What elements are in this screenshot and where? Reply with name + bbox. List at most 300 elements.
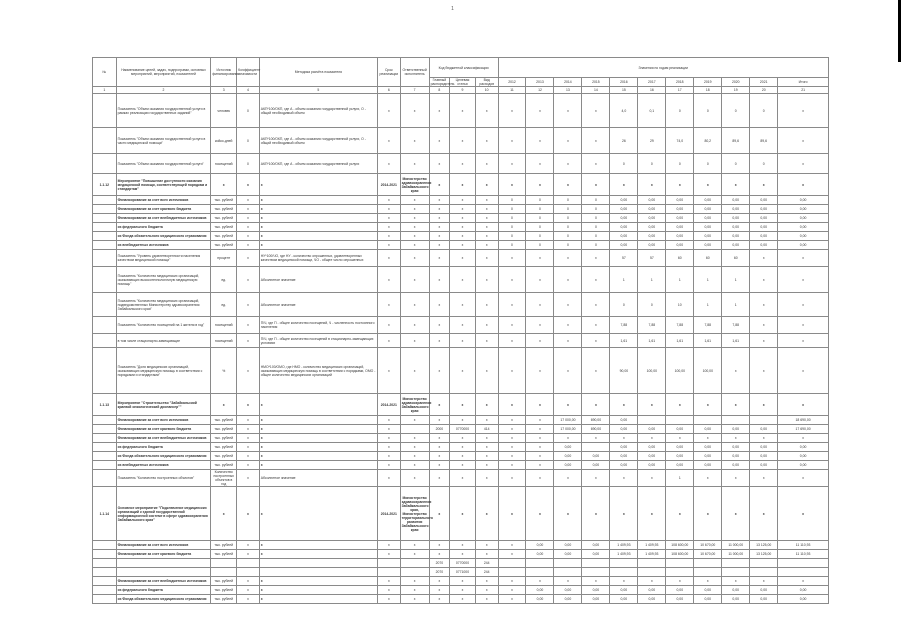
table-cell: 0,00	[638, 461, 666, 470]
financing-row	[93, 241, 829, 250]
table-cell: посещений	[211, 317, 237, 334]
header-cell: 2015	[582, 78, 610, 87]
table-cell	[722, 559, 750, 568]
table-cell: 0,00	[750, 205, 778, 214]
table-cell: x	[694, 434, 722, 443]
table-cell: x	[498, 267, 526, 293]
table-cell: x	[450, 550, 476, 559]
table-cell: 0	[237, 94, 260, 128]
table-cell: 0,00	[778, 205, 829, 214]
table-cell: 0,00	[666, 223, 694, 232]
table-cell: ед.	[211, 293, 237, 317]
table-cell: x	[259, 425, 377, 434]
column-number-cell: 1	[93, 87, 117, 94]
table-cell: x	[778, 154, 829, 174]
table-cell: 0,00	[526, 586, 554, 595]
table-cell: x	[526, 348, 554, 394]
table-cell: x	[429, 541, 449, 550]
indicator-row	[93, 128, 829, 154]
table-cell: Министерство здравоохранения Забайкальского края	[400, 394, 429, 416]
table-cell: x	[450, 434, 476, 443]
financing-row	[93, 595, 829, 604]
table-cell	[582, 559, 610, 568]
table-cell: x	[475, 470, 498, 487]
table-cell: x	[610, 577, 638, 586]
table-cell	[666, 568, 694, 577]
table-cell: x	[259, 577, 377, 586]
table-cell: x	[259, 461, 377, 470]
header-cell: Значения по годам реализации	[498, 58, 829, 78]
table-cell: посещений	[211, 334, 237, 348]
header-cell: Источник финансирования	[211, 58, 237, 87]
table-cell: x	[475, 196, 498, 205]
table-cell: x	[450, 586, 476, 595]
table-cell: x	[526, 487, 554, 541]
table-cell: x	[259, 394, 377, 416]
table-cell: x	[582, 577, 610, 586]
table-cell	[93, 293, 117, 317]
table-cell: Показатель "Доля медицинских организаций, оказывающих медицинскую помощь в соответствии с порядками и стандартами"	[116, 348, 211, 394]
table-cell: 0	[582, 232, 610, 241]
table-cell: 0,00	[722, 232, 750, 241]
table-cell	[93, 461, 117, 470]
table-cell: НУ*100/ЧО, где НУ - количество опрошенных, удовлетворенных качеством медицинской помощи, ЧО - общее число опрошенных	[259, 250, 377, 267]
table-cell: x	[638, 470, 666, 487]
table-cell: x	[498, 434, 526, 443]
header-cell: Наименование целей, задач, подпрограмм, основных мероприятий, мероприятий, показателей	[116, 58, 211, 87]
table-cell: x	[450, 394, 476, 416]
table-cell: 29	[638, 128, 666, 154]
table-cell: тыс. рублей	[211, 443, 237, 452]
table-cell: x	[582, 154, 610, 174]
table-cell: x	[429, 196, 449, 205]
table-cell: 0,00	[610, 223, 638, 232]
table-cell: 0,00	[554, 595, 582, 604]
header-cell: 2021	[750, 78, 778, 87]
table-cell: x	[526, 154, 554, 174]
table-cell: x	[526, 577, 554, 586]
table-cell: x	[498, 425, 526, 434]
table-cell: x	[378, 541, 401, 550]
table-cell: x	[378, 416, 401, 425]
table-cell: Показатель "Уровень удовлетворенности населения качеством медицинской помощи"	[116, 250, 211, 267]
table-cell: x	[722, 394, 750, 416]
table-cell: x	[378, 434, 401, 443]
table-cell: 18 690,00	[778, 416, 829, 425]
financing-row	[93, 452, 829, 461]
table-cell	[610, 559, 638, 568]
header-cell: Срок реализации	[378, 58, 401, 87]
table-cell: 0	[498, 214, 526, 223]
table-cell: x	[400, 348, 429, 394]
table-cell: Основное мероприятие "Подключение медицинских организаций к единой государственной информационной системе в сфере здравоохранения Забайкальского края"	[116, 487, 211, 541]
table-cell: Абсолютное значение	[259, 267, 377, 293]
table-cell: 0,00	[722, 443, 750, 452]
table-cell: x	[475, 293, 498, 317]
table-cell: %	[211, 348, 237, 394]
table-cell: x	[638, 577, 666, 586]
table-cell: 1,61	[694, 334, 722, 348]
table-cell: 0	[526, 232, 554, 241]
table-cell: тыс. рублей	[211, 541, 237, 550]
table-cell: x	[554, 267, 582, 293]
table-cell: Финансирование за счет внебюджетных источников	[116, 434, 211, 443]
table-cell: 2014-2021	[378, 174, 401, 196]
table-cell: x	[237, 174, 260, 196]
table-cell: x	[237, 250, 260, 267]
financing-row	[93, 577, 829, 586]
table-cell: x	[237, 452, 260, 461]
table-cell: 13 125,00	[750, 550, 778, 559]
table-cell: x	[429, 267, 449, 293]
table-cell: x	[211, 487, 237, 541]
table-cell: 0	[554, 205, 582, 214]
table-cell: x	[475, 205, 498, 214]
table-cell: 0,00	[526, 595, 554, 604]
table-cell	[694, 416, 722, 425]
table-cell: x	[429, 434, 449, 443]
table-cell: x	[400, 586, 429, 595]
table-cell: x	[237, 541, 260, 550]
table-cell: x	[526, 452, 554, 461]
table-cell: 0	[582, 205, 610, 214]
table-cell: 89,6	[750, 128, 778, 154]
column-number-cell: 20	[750, 87, 778, 94]
table-cell: x	[378, 232, 401, 241]
table-cell: 57	[610, 250, 638, 267]
table-cell: x	[378, 595, 401, 604]
table-cell: x	[610, 434, 638, 443]
table-cell: 57	[638, 250, 666, 267]
table-cell: 414	[475, 425, 498, 434]
table-cell: 60	[666, 250, 694, 267]
table-cell: 0,00	[722, 595, 750, 604]
table-cell: x	[694, 394, 722, 416]
table-cell: x	[429, 250, 449, 267]
table-cell	[93, 223, 117, 232]
table-cell	[93, 128, 117, 154]
table-cell: посещений	[211, 154, 237, 174]
table-cell	[93, 267, 117, 293]
table-cell: x	[378, 425, 401, 434]
table-cell: x	[237, 317, 260, 334]
table-cell: x	[498, 487, 526, 541]
table-cell	[259, 568, 377, 577]
table-cell: x	[498, 250, 526, 267]
page-edge-mark	[898, 0, 901, 62]
table-cell: 0,00	[750, 232, 778, 241]
table-cell: Показатель "Количество посещений на 1 жителя в год"	[116, 317, 211, 334]
table-cell: x	[778, 317, 829, 334]
table-cell: x	[582, 394, 610, 416]
table-cell: из федерального бюджета	[116, 223, 211, 232]
table-cell: x	[259, 434, 377, 443]
table-cell: x	[378, 223, 401, 232]
table-cell: x	[778, 250, 829, 267]
table-cell: 0	[694, 154, 722, 174]
table-cell: 0,00	[778, 241, 829, 250]
table-cell: 0,00	[778, 223, 829, 232]
table-cell: x	[259, 232, 377, 241]
table-cell: 0	[554, 241, 582, 250]
header-cell: 2012	[498, 78, 526, 87]
table-cell: 1,61	[722, 334, 750, 348]
table-cell: x	[582, 470, 610, 487]
table-cell: x	[400, 232, 429, 241]
table-cell	[582, 568, 610, 577]
table-cell	[400, 568, 429, 577]
table-cell	[93, 94, 117, 128]
table-cell: 690,00	[582, 425, 610, 434]
table-cell: x	[378, 196, 401, 205]
column-number-cell: 12	[526, 87, 554, 94]
table-cell: x	[378, 293, 401, 317]
table-cell: x	[259, 541, 377, 550]
table-cell: x	[778, 128, 829, 154]
table-cell: 1,61	[638, 334, 666, 348]
table-cell: 0,00	[666, 425, 694, 434]
table-cell: x	[259, 205, 377, 214]
measure-row	[93, 487, 829, 541]
header-cell: Вид расходов	[475, 78, 498, 87]
table-cell: x	[429, 174, 449, 196]
table-cell: x	[526, 443, 554, 452]
table-cell: x	[638, 174, 666, 196]
table-cell: x	[429, 595, 449, 604]
table-cell: x	[400, 196, 429, 205]
table-cell: 0,00	[554, 461, 582, 470]
table-cell: x	[582, 267, 610, 293]
table-cell: 0,00	[666, 232, 694, 241]
header-cell: 2014	[554, 78, 582, 87]
table-cell: ед.	[211, 267, 237, 293]
table-cell: 0771000	[450, 568, 476, 577]
table-cell	[116, 568, 211, 577]
table-cell: x	[750, 317, 778, 334]
table-cell: x	[400, 154, 429, 174]
table-cell: x	[750, 293, 778, 317]
financing-row	[93, 196, 829, 205]
indicator-row	[93, 267, 829, 293]
table-cell: x	[526, 94, 554, 128]
table-cell: x	[526, 334, 554, 348]
table-cell: 0,00	[694, 214, 722, 223]
financing-row	[93, 559, 829, 568]
table-cell: из Фонда обязательного медицинского страхования	[116, 595, 211, 604]
table-cell	[378, 559, 401, 568]
table-cell: 0,00	[666, 241, 694, 250]
table-cell	[93, 241, 117, 250]
table-cell: 1	[694, 293, 722, 317]
table-cell: 10 670,00	[694, 550, 722, 559]
table-cell: 0,00	[778, 196, 829, 205]
table-cell: Финансирование за счет всех источников	[116, 416, 211, 425]
table-cell: 4,0	[610, 94, 638, 128]
table-cell: 90,00	[610, 348, 638, 394]
table-cell	[778, 559, 829, 568]
table-cell	[237, 559, 260, 568]
table-cell: 0,00	[666, 443, 694, 452]
table-cell: x	[694, 487, 722, 541]
table-cell: 0	[526, 205, 554, 214]
table-cell: x	[778, 487, 829, 541]
table-cell: x	[610, 394, 638, 416]
table-cell: 1 409,93	[638, 541, 666, 550]
table-cell: 7,88	[666, 317, 694, 334]
table-cell: 0,00	[610, 196, 638, 205]
table-cell: x	[429, 487, 449, 541]
table-cell: тыс. рублей	[211, 196, 237, 205]
table-cell: x	[429, 452, 449, 461]
table-cell: 0,00	[610, 595, 638, 604]
table-cell	[610, 568, 638, 577]
table-cell: x	[778, 293, 829, 317]
table-cell: x	[498, 586, 526, 595]
table-cell: 0,1	[638, 94, 666, 128]
table-cell: x	[498, 317, 526, 334]
table-cell: Показатель "Количество построенных объектов"	[116, 470, 211, 487]
table-cell: тыс. рублей	[211, 550, 237, 559]
table-cell: x	[638, 394, 666, 416]
financing-row	[93, 205, 829, 214]
table-cell: 0,00	[778, 443, 829, 452]
table-cell: x	[237, 550, 260, 559]
table-cell: 0,00	[750, 443, 778, 452]
table-cell: 0,00	[666, 586, 694, 595]
table-cell: Показатель "Количество медицинских организаций, оказывающих высокотехнологичную медицинскую помощь"	[116, 267, 211, 293]
table-cell: 0,00	[666, 196, 694, 205]
column-number-cell: 2	[116, 87, 211, 94]
table-cell: x	[475, 434, 498, 443]
header-cell: 2018	[666, 78, 694, 87]
table-cell: x	[498, 443, 526, 452]
table-cell: тыс. рублей	[211, 586, 237, 595]
table-cell	[93, 196, 117, 205]
table-cell: АКП*100/ОКП, где А - объем оказания государственной услуги, О - общий необходимый объем	[259, 128, 377, 154]
table-cell: 0	[526, 214, 554, 223]
table-cell	[750, 568, 778, 577]
column-number-cell: 21	[778, 87, 829, 94]
table-cell: x	[475, 487, 498, 541]
table-cell: 0,00	[610, 214, 638, 223]
table-cell: 0770000	[450, 559, 476, 568]
table-cell: x	[211, 394, 237, 416]
column-number-cell: 5	[259, 87, 377, 94]
table-cell: 0,00	[610, 461, 638, 470]
table-cell: x	[475, 317, 498, 334]
table-cell: 0,00	[722, 214, 750, 223]
table-cell: тыс. рублей	[211, 214, 237, 223]
table-cell: x	[498, 595, 526, 604]
table-cell: x	[554, 317, 582, 334]
table-cell: 1	[666, 267, 694, 293]
table-cell: 1	[694, 267, 722, 293]
table-cell: 0,00	[750, 214, 778, 223]
financing-row	[93, 568, 829, 577]
table-cell: x	[554, 154, 582, 174]
table-cell: 1.1.13	[93, 394, 117, 416]
table-cell: 0,00	[582, 452, 610, 461]
table-cell: x	[722, 434, 750, 443]
table-cell: x	[378, 241, 401, 250]
financing-row	[93, 541, 829, 550]
table-cell: x	[400, 267, 429, 293]
table-cell: 0	[722, 154, 750, 174]
table-cell: 0,00	[554, 550, 582, 559]
table-cell: x	[450, 487, 476, 541]
table-cell: x	[554, 128, 582, 154]
table-cell: x	[582, 128, 610, 154]
table-cell: 11 000,00	[722, 541, 750, 550]
table-cell: x	[450, 541, 476, 550]
column-number-cell: 7	[400, 87, 429, 94]
table-cell: тыс. рублей	[211, 205, 237, 214]
table-cell: x	[526, 267, 554, 293]
table-cell	[93, 425, 117, 434]
table-cell: 0	[750, 94, 778, 128]
table-cell: x	[237, 348, 260, 394]
table-cell: x	[400, 223, 429, 232]
table-cell: x	[475, 394, 498, 416]
table-cell: x	[554, 434, 582, 443]
table-cell: 0,00	[694, 595, 722, 604]
table-cell: x	[450, 128, 476, 154]
table-cell: процент	[211, 250, 237, 267]
table-cell	[93, 434, 117, 443]
table-cell: x	[638, 487, 666, 541]
table-cell	[750, 416, 778, 425]
financing-row	[93, 550, 829, 559]
table-cell: x	[378, 94, 401, 128]
header-row	[93, 58, 829, 78]
table-cell: x	[610, 174, 638, 196]
column-number-cell: 15	[610, 87, 638, 94]
measure-row	[93, 394, 829, 416]
table-cell: x	[237, 416, 260, 425]
column-number-cell: 14	[582, 87, 610, 94]
table-cell: x	[450, 250, 476, 267]
table-cell: Абсолютное значение	[259, 470, 377, 487]
table-cell: x	[259, 196, 377, 205]
table-cell: 2070	[429, 568, 449, 577]
table-cell: тыс. рублей	[211, 232, 237, 241]
table-cell: 0,00	[582, 461, 610, 470]
table-cell: x	[666, 434, 694, 443]
table-cell: 0,00	[750, 461, 778, 470]
table-cell: 100,00	[666, 348, 694, 394]
table-cell: 0,00	[778, 586, 829, 595]
table-cell: x	[378, 348, 401, 394]
header-cell: 2017	[638, 78, 666, 87]
table-cell: из внебюджетных источников	[116, 461, 211, 470]
table-cell: x	[429, 205, 449, 214]
table-cell: x	[237, 461, 260, 470]
table-cell	[638, 416, 666, 425]
table-cell: x	[475, 348, 498, 394]
table-cell: x	[554, 334, 582, 348]
table-cell: Финансирование за счет краевого бюджета	[116, 205, 211, 214]
table-cell: x	[554, 250, 582, 267]
table-cell: 0,00	[638, 214, 666, 223]
table-cell: x	[378, 470, 401, 487]
table-cell: x	[526, 293, 554, 317]
table-cell: x	[378, 452, 401, 461]
table-cell: 0,00	[610, 205, 638, 214]
table-cell: 60	[694, 250, 722, 267]
table-cell: 0,00	[610, 586, 638, 595]
table-cell	[638, 559, 666, 568]
table-cell: 0	[498, 241, 526, 250]
